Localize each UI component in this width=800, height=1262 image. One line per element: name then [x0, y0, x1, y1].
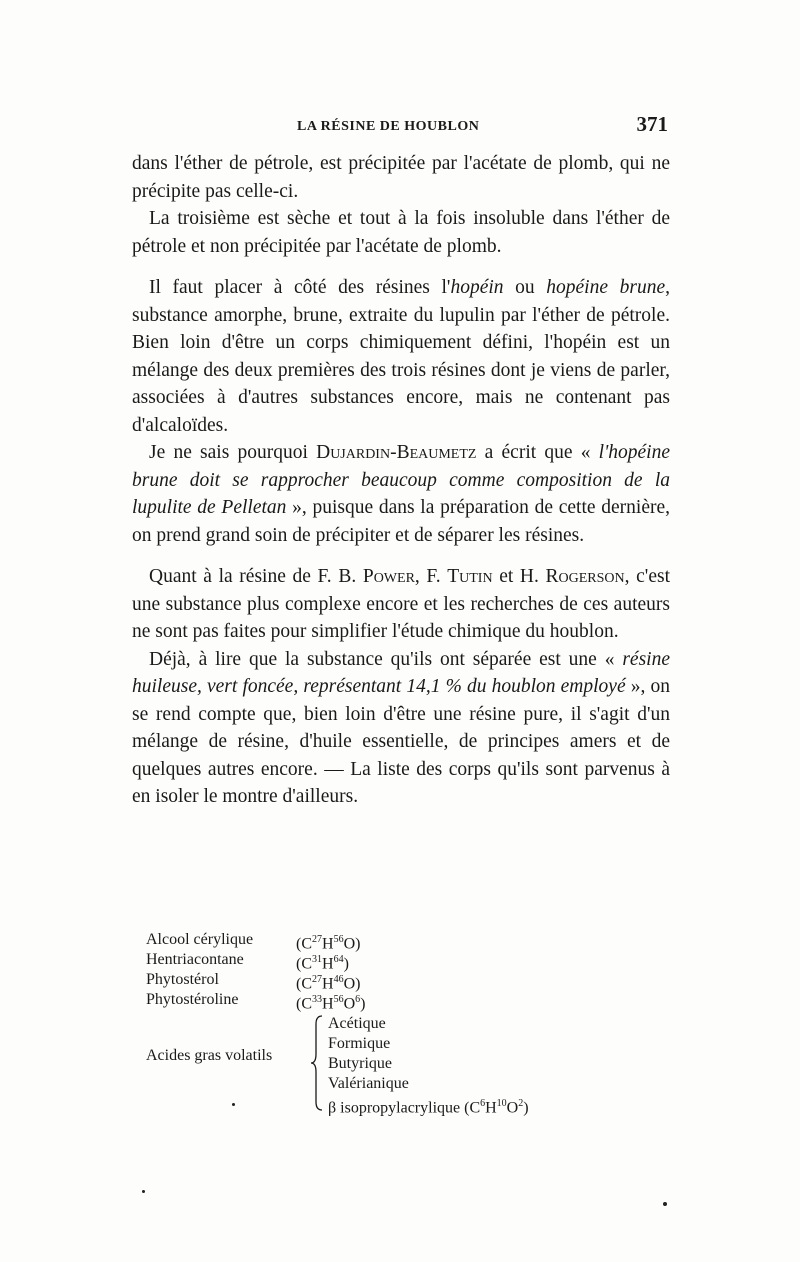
acid-item: Acétique	[328, 1015, 386, 1032]
curly-brace-icon	[310, 1014, 324, 1112]
acid-item: β isopropylacrylique $(C^6H^{10}O^2)$	[328, 1098, 529, 1117]
italic-term: hopéin	[450, 277, 504, 298]
italic-term: hopéine brune	[546, 277, 666, 298]
paragraph-6: Déjà, à lire que la substance qu'ils ont séparée est une « résine huileuse, vert foncée, représentant 14,1 % du houblon employé », on se rend compte que, bien loin d'être une résine pure, il s'agit d'un mélange de résine, d'huile essentielle, de principes amers et de quelques autres encore. — La liste des corps qu'ils sont parvenus à en isoler le montre d'ailleurs.	[132, 648, 671, 807]
acids-list	[328, 1014, 529, 1117]
compound-name: Hentriacontane	[146, 951, 244, 968]
volatile-acids-group	[146, 1014, 666, 1117]
compound-formula: $(C^{27}H^{46}O)$	[296, 974, 361, 993]
compound-row	[146, 970, 666, 993]
compound-row	[146, 930, 666, 953]
acid-item: Butyrique	[328, 1055, 392, 1072]
compound-formula: $(C^{31}H^{64})$	[296, 954, 349, 973]
acid-item: Formique	[328, 1035, 391, 1052]
paragraph-4: Je ne sais pourquoi Dujardin-Beaumetz a écrit que « l'hopéine brune doit se rapprocher beaucoup comme composition de la lupulite de Pelletan », puisque dans la préparation de cette dernière, on prend grand soin de précipiter et de séparer les résines.	[132, 442, 670, 546]
quotation: l'hopéine brune doit se rapprocher beaucoup comme composition de la lupulite de Pelletan	[132, 442, 670, 518]
print-speck	[232, 1103, 235, 1106]
author-name: Rogerson	[545, 566, 625, 587]
author-name: Power	[362, 566, 415, 587]
compound-name: Phytostérol	[146, 971, 219, 988]
body-text	[132, 150, 670, 811]
running-title: LA RÉSINE DE HOUBLON	[297, 119, 480, 134]
page-header	[132, 112, 670, 142]
print-speck	[663, 1202, 667, 1206]
acids-label: Acides gras volatils	[146, 1047, 273, 1064]
compound-name: Phytostéroline	[146, 991, 239, 1008]
compound-list	[146, 930, 666, 1013]
quotation: résine huileuse, vert foncée, représentant 14,1 % du houblon employé	[132, 648, 670, 697]
paragraph-3: Il faut placer à côté des résines l'hopéin ou hopéine brune, substance amorphe, brune, extraite du lupulin par l'éther de pétrole. Bien loin d'être un corps chimiquement défini, l'hopéin est un mélange des deux premières des trois résines dont je viens de parler, associées à d'autres substances encore, mais ne contenant pas d'alcaloïdes.	[132, 277, 670, 436]
page-number: 371	[636, 112, 668, 136]
compound-row	[146, 950, 666, 973]
paragraph-1: dans l'éther de pétrole, est précipitée par l'acétate de plomb, qui ne précipite pas celle-ci.	[132, 153, 670, 202]
paragraph-5: Quant à la résine de F. B. Power, F. Tutin et H. Rogerson, c'est une substance plus complexe encore et les recherches de ces auteurs ne sont pas faites pour simplifier l'étude chimique du houblon.	[132, 566, 670, 642]
acid-item: Valérianique	[328, 1075, 409, 1092]
print-speck	[142, 1190, 145, 1193]
author-name: Dujardin-Beaumetz	[316, 442, 477, 463]
compound-formula: $(C^{33}H^{56}O^6)$	[296, 994, 366, 1013]
author-name: Tutin	[447, 566, 493, 587]
compound-name: Alcool cérylique	[146, 931, 254, 948]
paragraph-2: La troisième est sèche et tout à la fois insoluble dans l'éther de pétrole et non précipitée par l'acétate de plomb.	[132, 208, 670, 257]
compound-formula: $(C^{27}H^{56}O)$	[296, 934, 361, 953]
compound-row	[146, 990, 666, 1013]
